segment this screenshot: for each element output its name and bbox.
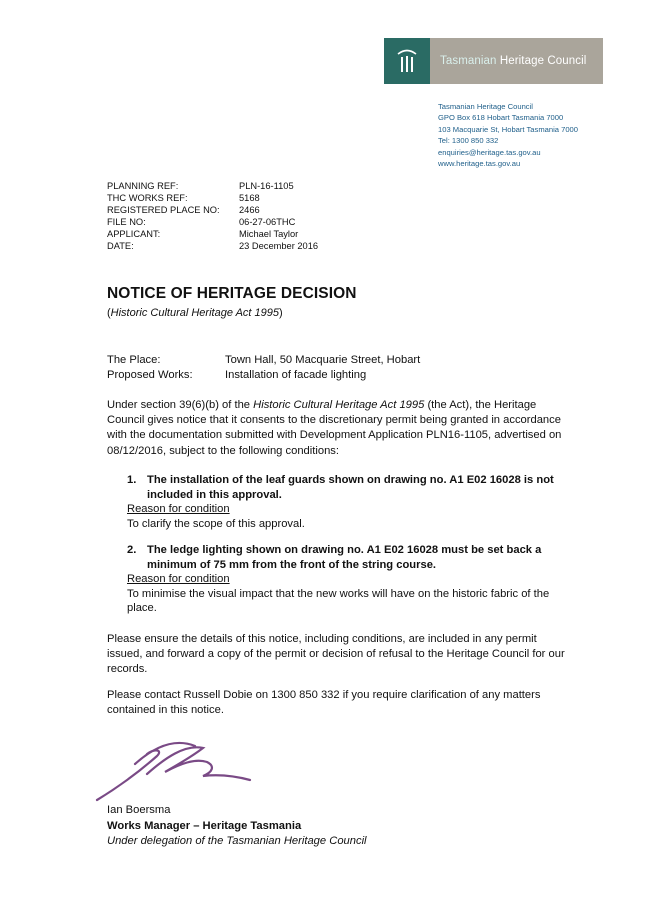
columns-icon <box>384 38 430 84</box>
place-row <box>107 353 420 368</box>
contact-website[interactable]: www.heritage.tas.gov.au <box>438 159 521 169</box>
ref-label: REGISTERED PLACE NO: <box>107 205 220 215</box>
condition-heading <box>107 473 577 502</box>
ref-value: Michael Taylor <box>239 229 299 239</box>
logo-word-heritage-council: Heritage Council <box>499 55 587 67</box>
condition-text: The installation of the leaf guards shown on drawing no. A1 E02 16028 is not included in this approval. <box>147 474 554 501</box>
ref-row <box>107 180 318 192</box>
act-name: Historic Cultural Heritage Act 1995 <box>110 307 280 319</box>
intro-paragraph <box>107 398 572 459</box>
contact-paragraph: Please contact Russell Dobie on 1300 850 332 if you require clarification of any matters contained in this notice. <box>107 689 541 717</box>
intro-act: Historic Cultural Heritage Act 1995 <box>253 399 425 411</box>
ref-label: PLANNING REF: <box>107 181 179 191</box>
place-row <box>107 368 420 383</box>
condition-heading <box>107 543 577 572</box>
condition-text: The ledge lighting shown on drawing no. A1 E02 16028 must be set back a minimum of 75 mm from the front of the string course. <box>147 544 542 571</box>
conditions-list <box>107 473 577 628</box>
place-value: Town Hall, 50 Macquarie Street, Hobart <box>225 354 421 366</box>
contact-street: 103 Macquarie St, Hobart Tasmania 7000 <box>438 124 579 134</box>
condition-item <box>107 543 577 616</box>
condition-number: 1. <box>127 474 137 486</box>
reason-label: Reason for condition <box>127 503 230 515</box>
ref-row <box>107 216 318 228</box>
contact-email[interactable]: enquiries@heritage.tas.gov.au <box>438 147 541 157</box>
signer-block <box>107 803 367 850</box>
notice-act <box>107 307 283 319</box>
ref-value: 2466 <box>239 205 260 215</box>
signer-delegation: Under delegation of the Tasmanian Heritage Council <box>107 835 367 847</box>
ref-value: 5168 <box>239 193 260 203</box>
ref-row <box>107 204 318 216</box>
signer-title: Works Manager – Heritage Tasmania <box>107 819 302 832</box>
logo-word-tasmanian: Tasmanian <box>440 55 497 67</box>
signature-stroke <box>97 743 250 800</box>
signer-name: Ian Boersma <box>107 804 171 816</box>
contact-org: Tasmanian Heritage Council <box>438 102 533 111</box>
reference-block <box>107 180 318 252</box>
condition-reason <box>107 502 577 531</box>
logo-text <box>430 38 603 84</box>
act-paren-open: ( <box>107 307 111 319</box>
contact-phone: Tel: 1300 850 332 <box>438 136 499 146</box>
ref-value: PLN-16-1105 <box>239 181 294 191</box>
place-value: Installation of facade lighting <box>225 369 367 381</box>
intro-pre: Under section 39(6)(b) of the <box>107 399 254 411</box>
place-label: Proposed Works: <box>107 369 193 381</box>
act-paren-close: ) <box>279 307 283 319</box>
place-label: The Place: <box>107 354 161 366</box>
intro-post: (the Act), the Heritage Council gives notice that it consents to the discretionary permit being granted in accordance with the documentation submitted with Development Application PLN16-1105, advertised on 08/12/2016, subject to the following conditions: <box>107 399 562 457</box>
ref-label: APPLICANT: <box>107 229 161 239</box>
heritage-council-logo <box>384 38 603 84</box>
ref-value: 23 December 2016 <box>239 241 319 251</box>
condition-item <box>107 473 577 531</box>
ref-row <box>107 240 318 252</box>
contact-postal: GPO Box 618 Hobart Tasmania 7000 <box>438 113 564 123</box>
ref-label: DATE: <box>107 241 134 251</box>
permit-paragraph: Please ensure the details of this notice, including conditions, are included in any permit issued, and forward a copy of the permit or decision of refusal to the Heritage Council for our records. <box>107 633 565 676</box>
reason-text: To minimise the visual impact that the new works will have on the historic fabric of the place. <box>127 587 550 614</box>
contact-block <box>438 101 578 169</box>
ref-label: FILE NO: <box>107 217 146 227</box>
condition-reason <box>107 572 577 616</box>
reason-label: Reason for condition <box>127 573 230 585</box>
place-block <box>107 353 420 383</box>
ref-value: 06-27-06THC <box>239 217 296 227</box>
ref-row <box>107 228 318 240</box>
ref-label: THC WORKS REF: <box>107 193 188 203</box>
condition-number: 2. <box>127 544 137 556</box>
reason-text: To clarify the scope of this approval. <box>127 517 305 530</box>
signature <box>95 736 255 804</box>
notice-title: NOTICE OF HERITAGE DECISION <box>107 285 357 302</box>
ref-row <box>107 192 318 204</box>
